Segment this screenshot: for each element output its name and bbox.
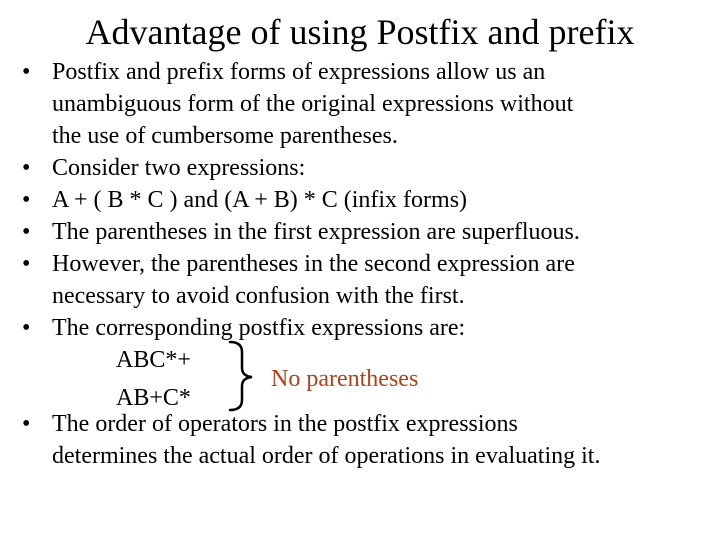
bullet-item xyxy=(0,184,720,216)
bullet-item xyxy=(0,56,720,152)
postfix-expression: AB+C* xyxy=(116,385,191,411)
no-parentheses-note: No parentheses xyxy=(271,366,419,392)
bullet-text-line: determines the actual order of operations in evaluating it. xyxy=(52,443,601,469)
bullet-text-line: • Postfix and prefix forms of expressions allow us an xyxy=(52,59,546,85)
bullet-text-line: • The corresponding postfix expressions are: xyxy=(52,315,466,341)
bullet-text-line: • A + ( B * C ) and (A + B) * C (infix forms) xyxy=(52,187,468,213)
bullet-item xyxy=(0,312,720,344)
bullet-item xyxy=(0,152,720,184)
bullet-text-line: • However, the parentheses in the second expression are xyxy=(52,251,575,277)
bullet-text-line: • Consider two expressions: xyxy=(52,155,306,181)
bullet-item xyxy=(0,248,720,312)
bullet-text-line: • The order of operators in the postfix expressions xyxy=(52,411,518,437)
bullet-item xyxy=(0,408,720,472)
bullet-text-line: unambiguous form of the original expressions without xyxy=(52,91,574,117)
bullet-text-line: necessary to avoid confusion with the first. xyxy=(52,283,465,309)
curly-brace-icon xyxy=(226,340,268,412)
postfix-examples xyxy=(0,344,720,411)
bullet-text-line: the use of cumbersome parentheses. xyxy=(52,123,398,149)
bullet-list xyxy=(0,56,720,472)
slide-title: Advantage of using Postfix and prefix xyxy=(85,12,635,52)
bullet-item xyxy=(0,216,720,248)
bullet-text-line: • The parentheses in the first expression are superfluous. xyxy=(52,219,580,245)
postfix-expression: ABC*+ xyxy=(116,347,191,373)
